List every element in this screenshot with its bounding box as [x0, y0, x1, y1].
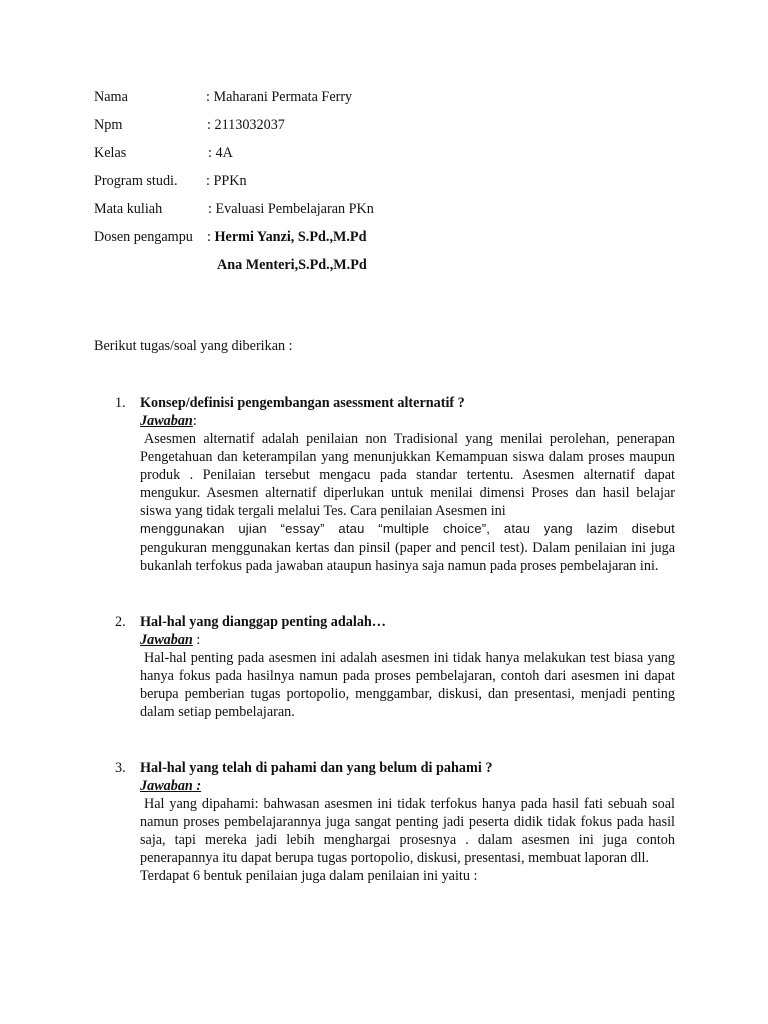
question-title: Hal-hal yang telah di pahami dan yang belum di pahami ?: [140, 760, 493, 776]
jawaban-label: Jawaban :: [140, 632, 201, 648]
question-number: 2.: [115, 614, 126, 630]
answer-extra-text: Terdapat 6 bentuk penilaian juga dalam penilaian ini yaitu :: [140, 868, 478, 885]
jawaban-label: Jawaban:: [140, 413, 197, 429]
second-lecturer-name: Ana Menteri,S.Pd.,M.Pd: [217, 257, 367, 273]
jawaban-label: Jawaban :: [140, 778, 202, 794]
answer-text: Asesmen alternatif adalah penilaian non Tradisional yang menilai perolehan, penerapan Pengetahuan dan keterampilan yang menunjukkan Kemampuan siswa dalam proses maupun produk . Penilaian tersebut mengacu pada standar tertentu. Asesmen alternatif dapat mengukur. Asesmen alternatif diperlukan untuk menilai dimensi Proses dan hasil belajar siswa yang tidak tergali melalui Tes. Cara penilaian Asesmen ini: [140, 431, 675, 520]
info-label: Dosen pengampu: [94, 229, 193, 245]
info-label: Npm: [94, 117, 123, 133]
info-value: : 4A: [208, 145, 233, 161]
lecturer-name: Hermi Yanzi, S.Pd.,M.Pd: [214, 229, 367, 245]
info-colon: :: [207, 229, 215, 245]
answer-block: [140, 631, 675, 721]
info-value: [207, 227, 366, 247]
answer-text: Hal yang dipahami: bahwasan asesmen ini tidak terfokus hanya pada hasil fati sebuah soal namun proses pembelajarannya juga sangat penting jadi peserta didik tidak fokus pada hasil saja, tapi mereka jadi lebih menghargai prosesnya . dalam asesmen ini juga contoh penerapannya itu dapat berupa tugas portopolio, diskusi, presentasi, membuat laporan dll.: [140, 796, 675, 867]
intro-text: Berikut tugas/soal yang diberikan :: [94, 338, 293, 354]
question-title: Konsep/definisi pengembangan asessment alternatif ?: [140, 395, 465, 411]
question-number: 1.: [115, 395, 126, 411]
info-label: Kelas: [94, 145, 127, 161]
info-label: Nama: [94, 89, 128, 105]
info-value: : Evaluasi Pembelajaran PKn: [208, 201, 374, 217]
info-value: : 2113032037: [207, 117, 285, 133]
info-value: : PPKn: [206, 173, 247, 189]
answer-text: pengukuran menggunakan kertas dan pinsil (paper and pencil test). Dalam penilaian ini juga bukanlah terfokus pada jawaban ataupun hasinya saja namun pada proses pembelajaran ini.: [140, 539, 675, 574]
info-label: Program studi.: [94, 173, 178, 189]
answer-block: [140, 412, 675, 575]
answer-block: [140, 777, 675, 885]
info-value: : Maharani Permata Ferry: [206, 89, 353, 105]
info-label: Mata kuliah: [94, 201, 163, 217]
question-number: 3.: [115, 760, 126, 776]
answer-text: menggunakan ujian “essay” atau “multiple choice”, atau yang lazim disebut: [140, 521, 675, 537]
question-title: Hal-hal yang dianggap penting adalah…: [140, 614, 386, 630]
answer-text: Hal-hal penting pada asesmen ini adalah asesmen ini tidak hanya melakukan test biasa yang hanya fokus pada hasilnya namun pada proses pembelajaran, contoh dari asesmen ini dapat berupa pemberian tugas portopolio, menggambar, diskusi, dan presentasi, menjadi penting dalam setiap pembelajaran.: [140, 650, 675, 721]
